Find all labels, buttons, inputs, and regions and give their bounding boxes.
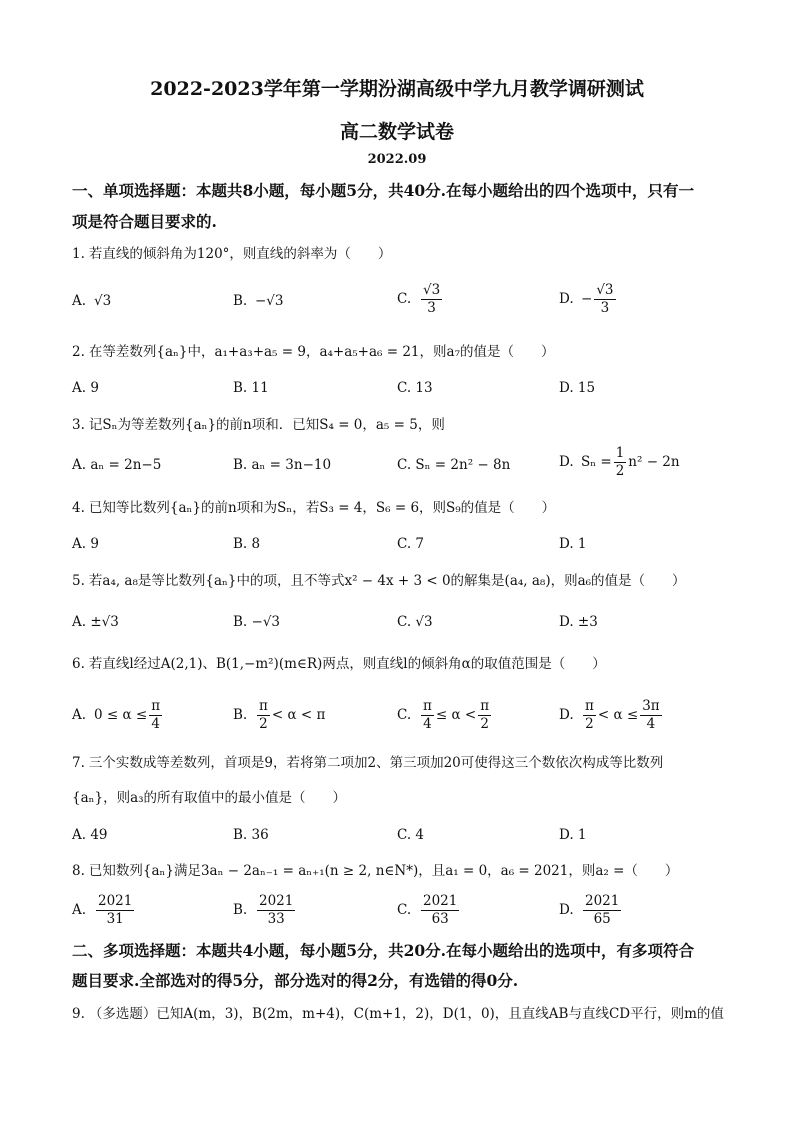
- q5-option-d[interactable]: D. ±3: [559, 614, 598, 630]
- q2-option-b[interactable]: B. 11: [233, 380, 269, 396]
- section2-heading-line2: 题目要求.全部选对的得5分，部分选对的得2分，有选错的得0分.: [72, 971, 519, 990]
- q5-option-a[interactable]: A. ±√3: [72, 614, 119, 630]
- exam-date: 2022.09: [367, 152, 427, 167]
- fraction: $\frac{\pi}{2}$: [259, 698, 268, 732]
- fraction: $\frac{\pi}{2}$: [585, 698, 594, 732]
- exam-title: 2022-2023学年第一学期汾湖高级中学九月教学调研测试: [150, 78, 644, 100]
- option-value: √3: [94, 293, 112, 309]
- option-label: D.: [559, 291, 574, 307]
- q3-option-b[interactable]: B. aₙ = 3n−10: [233, 457, 332, 473]
- q6-option-d[interactable]: D. $\frac{\pi}{2}$ < α ≤ $\frac{3\pi}{4}$: [559, 698, 660, 732]
- question-stem: 若直线的倾斜角为120°，则直线的斜率为（ ）: [88, 246, 392, 262]
- question-stem: 已知数列{aₙ}满足3aₙ − 2aₙ₋₁ = aₙ₊₁(n ≥ 2, n∈N*)，且a₁ = 0，a₆ = 2021，则a₂ =（ ）: [88, 863, 679, 879]
- question-3: 3. 记Sₙ为等差数列{aₙ}的前n项和．已知S₄ = 0，a₅ = 5，则: [72, 417, 445, 433]
- option-value: −√3: [255, 293, 284, 309]
- q4-option-c[interactable]: C. 7: [397, 536, 425, 552]
- q4-option-d[interactable]: D. 1: [559, 536, 587, 552]
- question-9: 9. （多选题）已知A(m，3)，B(2m，m+4)，C(m+1，2)，D(1，0)，且直线AB与直线CD平行，则m的值: [72, 1006, 724, 1022]
- question-stem: 三个实数成等差数列，首项是9，若将第二项加2、第三项加20可使得这三个数依次构成等比数列: [88, 755, 664, 771]
- question-6: 6. 若直线l经过A(2,1)、B(1,−m²)(m∈R)两点，则直线l的倾斜角α的取值范围是（ ）: [72, 656, 606, 672]
- option-label: A.: [72, 293, 87, 309]
- q1-option-c[interactable]: [397, 282, 444, 317]
- q7-option-c[interactable]: C. 4: [397, 827, 425, 843]
- section2-heading-line1: 二、多项选择题：本题共4小题，每小题5分，共20分.在每小题给出的选项中，有多项符合: [72, 941, 695, 960]
- fraction: $\frac{2021}{63}$: [423, 893, 458, 927]
- q3-option-a[interactable]: A. aₙ = 2n−5: [72, 457, 162, 473]
- fraction: $\frac{2021}{33}$: [259, 893, 294, 927]
- q5-option-c[interactable]: C. √3: [397, 614, 433, 630]
- fraction: $\frac{2021}{31}$: [98, 893, 133, 927]
- question-8: 8. 已知数列{aₙ}满足3aₙ − 2aₙ₋₁ = aₙ₊₁(n ≥ 2, n∈N*)，且a₁ = 0，a₆ = 2021，则a₂ =（ ）: [72, 863, 679, 879]
- q5-option-b[interactable]: B. −√3: [233, 614, 281, 630]
- q2-option-d[interactable]: D. 15: [559, 380, 596, 396]
- question-number: 1.: [72, 246, 85, 262]
- q7-option-b[interactable]: B. 36: [233, 827, 269, 843]
- section1-heading-line1: 一、单项选择题：本题共8小题，每小题5分，共40分.在每小题给出的四个选项中，只有一: [72, 181, 695, 200]
- q2-option-c[interactable]: C. 13: [397, 380, 433, 396]
- question-stem: 记Sₙ为等差数列{aₙ}的前n项和．已知S₄ = 0，a₅ = 5，则: [88, 417, 445, 433]
- fraction: $\frac{\pi}{4}$: [423, 698, 432, 732]
- fraction: $\frac{2021}{65}$: [585, 893, 620, 927]
- q1-option-b[interactable]: [233, 291, 284, 311]
- q4-option-b[interactable]: B. 8: [233, 536, 261, 552]
- question-2: 2. 在等差数列{aₙ}中，a₁+a₃+a₅ = 9，a₄+a₅+a₆ = 21，则a₇的值是（ ）: [72, 344, 555, 360]
- section1-heading-line2: 项是符合题目要求的.: [72, 212, 217, 231]
- q1-option-a[interactable]: [72, 291, 111, 311]
- option-label: B.: [233, 293, 248, 309]
- fraction: $\frac{1}{2}$: [615, 445, 625, 479]
- q8-option-c[interactable]: C. $\frac{2021}{63}$: [397, 893, 458, 927]
- option-label: C.: [397, 291, 412, 307]
- q6-option-c[interactable]: C. $\frac{\pi}{4}$ ≤ α < $\frac{\pi}{2}$: [397, 698, 490, 732]
- question-stem: 若a₄, a₈是等比数列{aₙ}中的项，且不等式x² − 4x + 3 < 0的解集是(a₄, a₈)，则a₆的值是（ ）: [88, 573, 686, 589]
- q4-option-a[interactable]: A. 9: [72, 536, 99, 552]
- q1-option-d[interactable]: D. − $\frac{√3}{3}$: [559, 282, 614, 316]
- question-5: 5. 若a₄, a₈是等比数列{aₙ}中的项，且不等式x² − 4x + 3 < 0的解集是(a₄, a₈)，则a₆的值是（ ）: [72, 573, 686, 589]
- q3-option-d[interactable]: D. Sₙ = $\frac{1}{2}$ n² − 2n: [559, 445, 680, 479]
- question-stem: 在等差数列{aₙ}中，a₁+a₃+a₅ = 9，a₄+a₅+a₆ = 21，则a₇的值是（ ）: [88, 344, 555, 360]
- question-1: [72, 244, 732, 264]
- question-stem: 若直线l经过A(2,1)、B(1,−m²)(m∈R)两点，则直线l的倾斜角α的取值范围是（ ）: [88, 656, 606, 672]
- question-7: 7. 三个实数成等差数列，首项是9，若将第二项加2、第三项加20可使得这三个数依次构成等比数列: [72, 755, 664, 771]
- question-stem: 已知等比数列{aₙ}的前n项和为Sₙ，若S₃ = 4，S₆ = 6，则S₉的值是（ ）: [88, 500, 556, 516]
- q8-option-d[interactable]: D. $\frac{2021}{65}$: [559, 893, 620, 927]
- q6-option-a[interactable]: A. 0 ≤ α ≤ $\frac{\pi}{4}$: [72, 698, 161, 732]
- q2-option-a[interactable]: A. 9: [72, 380, 99, 396]
- q3-option-c[interactable]: C. Sₙ = 2n² − 8n: [397, 457, 511, 473]
- q7-option-d[interactable]: D. 1: [559, 827, 587, 843]
- question-7-continued: {aₙ}，则a₃的所有取值中的最小值是（ ）: [72, 790, 347, 806]
- fraction: $\frac{√3}{3}$: [423, 282, 441, 316]
- q8-option-b[interactable]: B. $\frac{2021}{33}$: [233, 893, 294, 927]
- fraction: $\frac{3\pi}{4}$: [642, 698, 660, 732]
- exam-subtitle: 高二数学试卷: [339, 121, 454, 143]
- q6-option-b[interactable]: B. $\frac{\pi}{2}$ < α < π: [233, 698, 326, 732]
- question-stem: （多选题）已知A(m，3)，B(2m，m+4)，C(m+1，2)，D(1，0)，且直线AB与直线CD平行，则m的值: [88, 1006, 724, 1022]
- fraction: $\frac{\pi}{2}$: [480, 698, 490, 732]
- q8-option-a[interactable]: A. $\frac{2021}{31}$: [72, 893, 133, 927]
- fraction: $\frac{\pi}{4}$: [151, 698, 161, 732]
- q7-option-a[interactable]: A. 49: [72, 827, 108, 843]
- question-4: 4. 已知等比数列{aₙ}的前n项和为Sₙ，若S₃ = 4，S₆ = 6，则S₉的值是（ ）: [72, 500, 556, 516]
- fraction: $\frac{√3}{3}$: [596, 282, 614, 316]
